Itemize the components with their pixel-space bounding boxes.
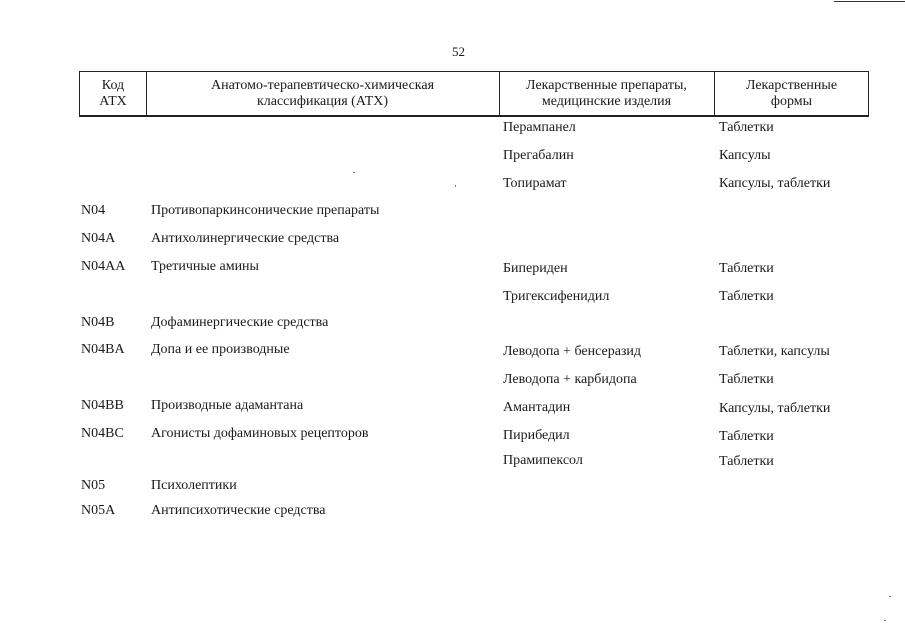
table-row <box>0 259 905 279</box>
row-form: Таблетки <box>719 289 774 304</box>
row-drug: Бипериден <box>503 261 568 276</box>
row-classification: Агонисты дофаминовых рецепторов <box>151 426 369 441</box>
header-code: Код АТХ <box>99 77 127 109</box>
table-row <box>0 478 905 498</box>
row-code: N04BB <box>81 398 124 413</box>
row-drug: Тригексифенидил <box>503 289 610 304</box>
header-forms: Лекарственные формы <box>745 77 838 109</box>
row-code: N04BC <box>81 426 124 441</box>
row-drug: Амантадин <box>503 400 571 415</box>
scan-speck <box>884 620 886 621</box>
row-code: N04B <box>81 315 115 330</box>
row-form: Таблетки <box>719 372 774 387</box>
row-code: N05A <box>81 503 116 518</box>
table-row <box>0 372 905 392</box>
row-form: Таблетки <box>719 454 774 469</box>
row-classification: Антипсихотические средства <box>151 503 326 518</box>
table-header <box>79 71 869 116</box>
table-row <box>0 342 905 362</box>
table-row <box>0 176 905 196</box>
table-row <box>0 503 905 523</box>
scan-speck <box>889 596 891 597</box>
row-drug: Прегабалин <box>503 148 574 163</box>
row-classification: Психолептики <box>151 478 237 493</box>
scan-speck <box>353 172 355 173</box>
table-row <box>0 315 905 335</box>
row-form: Таблетки <box>719 261 774 276</box>
row-code: N04 <box>81 203 106 218</box>
row-code: N05 <box>81 478 106 493</box>
row-code: N04AA <box>81 259 126 274</box>
row-form: Таблетки, капсулы <box>719 344 830 359</box>
row-classification: Антихолинергические средства <box>151 231 340 246</box>
scan-edge-line <box>834 1 905 2</box>
row-classification: Противопаркинсонические препараты <box>151 203 380 218</box>
table-row <box>0 203 905 223</box>
page-number: 52 <box>452 44 465 59</box>
table-row <box>0 426 905 446</box>
row-drug: Леводопа + бенсеразид <box>503 344 642 359</box>
row-drug: Прамипексол <box>503 453 583 468</box>
table-row <box>0 231 905 251</box>
row-code: N04BA <box>81 342 125 357</box>
header-underline <box>79 116 869 117</box>
row-classification: Третичные амины <box>151 259 259 274</box>
row-drug: Топирамат <box>503 176 567 191</box>
row-form: Таблетки <box>719 429 774 444</box>
table-row <box>0 453 905 473</box>
header-classification: Анатомо-терапевтическо-химическая классификация (АТХ) <box>210 77 435 109</box>
row-classification: Производные адамантана <box>151 398 304 413</box>
row-form: Капсулы, таблетки <box>719 401 831 416</box>
row-drug: Пирибедил <box>503 428 570 443</box>
row-drug: Леводопа + карбидопа <box>503 372 637 387</box>
table-row <box>0 120 905 140</box>
table-row <box>0 148 905 168</box>
row-form: Капсулы <box>719 148 771 163</box>
scan-speck <box>455 185 456 187</box>
row-drug: Перампанел <box>503 120 576 135</box>
table-row <box>0 398 905 418</box>
row-classification: Дофаминергические средства <box>151 315 329 330</box>
row-code: N04A <box>81 231 116 246</box>
row-form: Капсулы, таблетки <box>719 176 831 191</box>
row-form: Таблетки <box>719 120 774 135</box>
table-row <box>0 289 905 309</box>
header-drugs: Лекарственные препараты, медицинские изделия <box>526 77 687 109</box>
row-classification: Допа и ее производные <box>151 342 290 357</box>
